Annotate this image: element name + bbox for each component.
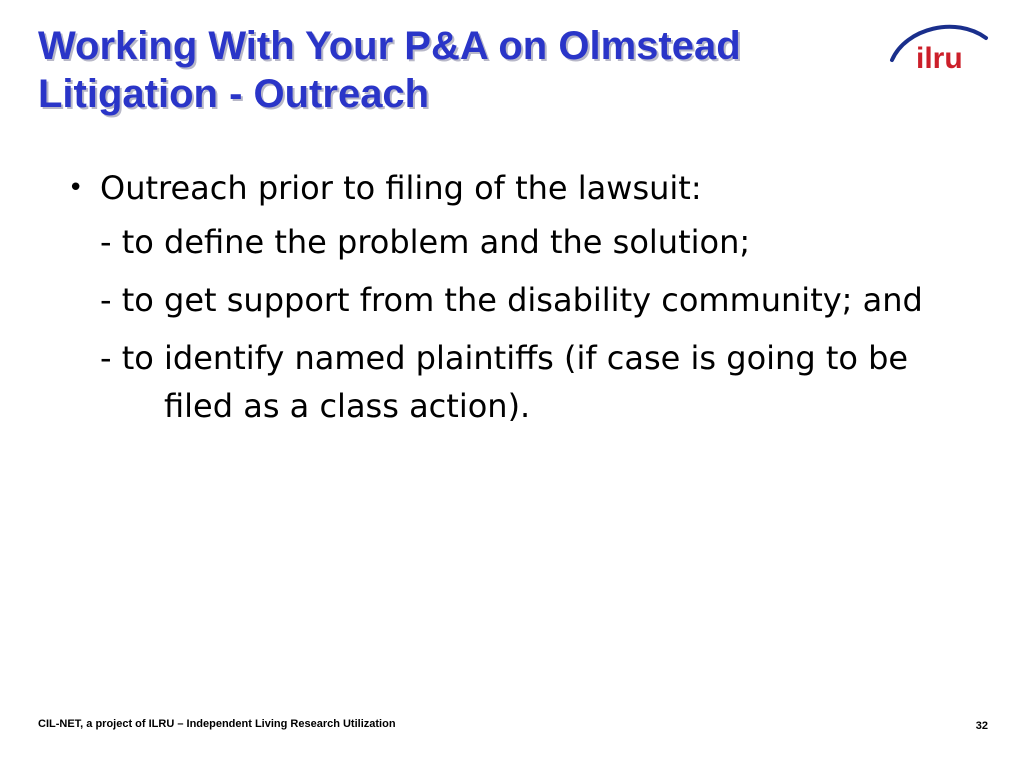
bullet-text: Outreach prior to filing of the lawsuit: — [100, 169, 702, 207]
bullet-item — [66, 162, 966, 214]
sub-list — [66, 218, 966, 430]
ilru-logo — [886, 14, 990, 76]
slide-body — [66, 162, 966, 440]
footer-text: CIL-NET, a project of ILRU – Independent Living Research Utilization — [38, 718, 396, 730]
slide-title — [38, 22, 878, 118]
sub-item-2: - to get support from the disability community; and — [100, 281, 923, 319]
title-line-2: Litigation - Outreach — [38, 72, 430, 116]
sub-item-1: - to define the problem and the solution; — [100, 223, 751, 261]
page-number: 32 — [975, 720, 988, 732]
title-line-1: Working With Your P&A on Olmstead — [38, 24, 741, 68]
logo-text: ilru — [916, 42, 963, 75]
bullet-dot-icon: • — [68, 173, 84, 203]
sub-item-3: - to identify named plaintiffs (if case is going to be filed as a class action). — [100, 339, 909, 425]
